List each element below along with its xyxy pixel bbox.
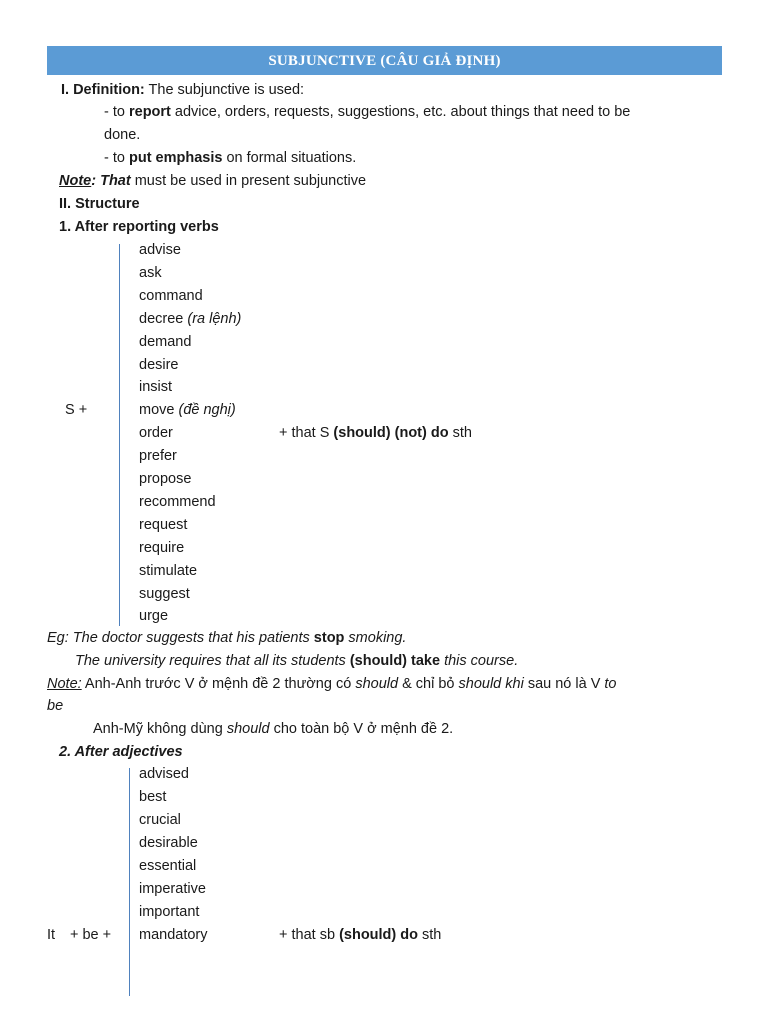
example-line-1	[47, 629, 406, 647]
verb-item	[139, 585, 190, 603]
structure-heading: II. Structure	[59, 196, 140, 212]
definition-text: The subjunctive is used:	[144, 82, 305, 98]
emphasis-keyword: put emphasis	[128, 150, 223, 166]
verb-item	[139, 241, 181, 259]
definition-point-report-continued: done.	[104, 127, 141, 143]
verb-translation: (ra lệnh)	[187, 310, 242, 327]
verb-word: urge	[139, 608, 169, 625]
adjective-item: mandatory	[139, 927, 208, 943]
verb-formula	[279, 424, 472, 442]
verb-word: advise	[139, 242, 181, 258]
example-text: Eg: The doctor suggests that his patients	[47, 630, 314, 646]
point-prefix: - to	[104, 104, 129, 120]
point-prefix: - to	[104, 150, 129, 166]
note-italic: should	[355, 676, 399, 692]
verb-word: insist	[139, 379, 173, 396]
example-text: The university requires that all its students	[75, 653, 350, 669]
verb-list-divider	[119, 244, 120, 626]
section2-heading: 2. After adjectives	[59, 744, 183, 760]
verb-word: ask	[139, 264, 162, 281]
adjective-list-divider	[129, 768, 130, 996]
adjective-item: important	[139, 904, 200, 920]
verb-word: suggest	[139, 585, 190, 602]
adjective-item: best	[139, 789, 167, 805]
verb-item	[139, 287, 203, 305]
note-text: cho toàn bộ V ở mệnh đề 2.	[269, 721, 454, 737]
verb-item	[139, 264, 162, 282]
verb-item	[139, 401, 236, 419]
adjective-item: essential	[139, 858, 197, 874]
formula-keyword: (should) do	[339, 927, 418, 943]
verb-item	[139, 333, 191, 351]
verb-word: require	[139, 539, 185, 556]
title-banner: SUBJUNCTIVE (CÂU GIẢ ĐỊNH)	[47, 46, 722, 75]
verb-word: desire	[139, 356, 179, 373]
adjective-item: desirable	[139, 835, 198, 851]
verb-item	[139, 493, 216, 511]
note-text: Anh-Anh trước V ở mệnh đề 2 thường có	[81, 676, 356, 692]
formula-suffix: sth	[417, 927, 442, 943]
verb-word: decree	[139, 310, 184, 327]
verb-word: command	[139, 287, 203, 304]
formula-suffix: sth	[448, 425, 472, 441]
note-british-american	[47, 675, 617, 693]
verb-word: demand	[139, 333, 192, 350]
example-keyword: stop	[313, 630, 345, 646]
subject-it: It	[47, 927, 56, 943]
note-italic: to	[604, 676, 617, 692]
verb-word: prefer	[139, 448, 177, 465]
example-text: this course.	[440, 653, 519, 669]
note-colon: :	[91, 173, 101, 189]
verb-word: stimulate	[139, 562, 198, 579]
verb-translation: (đề nghị)	[178, 402, 236, 419]
subject-be: + be +	[70, 927, 112, 943]
verb-item	[139, 447, 177, 465]
verb-item	[139, 470, 191, 488]
adjective-formula	[279, 926, 441, 944]
note-text: must be used in present subjunctive	[130, 173, 367, 189]
formula-keyword: (should) (not) do	[333, 425, 449, 441]
note-text: sau nó là V	[523, 676, 605, 692]
verb-item	[139, 562, 197, 580]
section1-heading: 1. After reporting verbs	[59, 219, 219, 235]
verb-item	[139, 356, 179, 374]
note-italic: should khi	[458, 676, 524, 692]
note-that	[59, 172, 366, 190]
verb-item	[139, 310, 241, 328]
adjective-item: crucial	[139, 812, 181, 828]
note-american	[93, 720, 453, 738]
verb-item	[139, 516, 187, 534]
example-keyword: (should) take	[349, 653, 441, 669]
definition-line	[61, 81, 304, 99]
point-text: advice, orders, requests, suggestions, etc. about things that need to be	[170, 104, 631, 120]
subject-s: S +	[65, 402, 88, 418]
verb-word: recommend	[139, 493, 216, 510]
example-text: smoking.	[344, 630, 407, 646]
verb-word: order	[139, 425, 173, 442]
verb-item	[139, 607, 168, 625]
verb-word: propose	[139, 471, 192, 487]
verb-item	[139, 378, 172, 396]
adjective-item: imperative	[139, 881, 206, 897]
note-keyword: That	[100, 173, 131, 189]
formula-prefix: + that sb	[279, 927, 340, 943]
point-text: on formal situations.	[222, 150, 357, 166]
verb-word: request	[139, 516, 188, 533]
verb-word: move	[139, 402, 175, 419]
note-italic: should	[226, 721, 270, 737]
definition-point-emphasis	[104, 149, 356, 167]
definition-point-report	[104, 103, 630, 121]
formula-prefix: + that S	[279, 425, 334, 441]
note-text: Anh-Mỹ không dùng	[93, 721, 227, 737]
note-label: Note:	[47, 676, 82, 692]
verb-item	[139, 424, 173, 442]
note-continued: be	[47, 698, 64, 714]
example-line-2	[75, 652, 518, 670]
note-label: Note	[59, 173, 92, 189]
adjective-item: advised	[139, 766, 189, 782]
definition-label: I. Definition:	[61, 82, 145, 98]
report-keyword: report	[128, 104, 171, 120]
note-text: & chỉ bỏ	[398, 676, 459, 692]
verb-item	[139, 539, 184, 557]
